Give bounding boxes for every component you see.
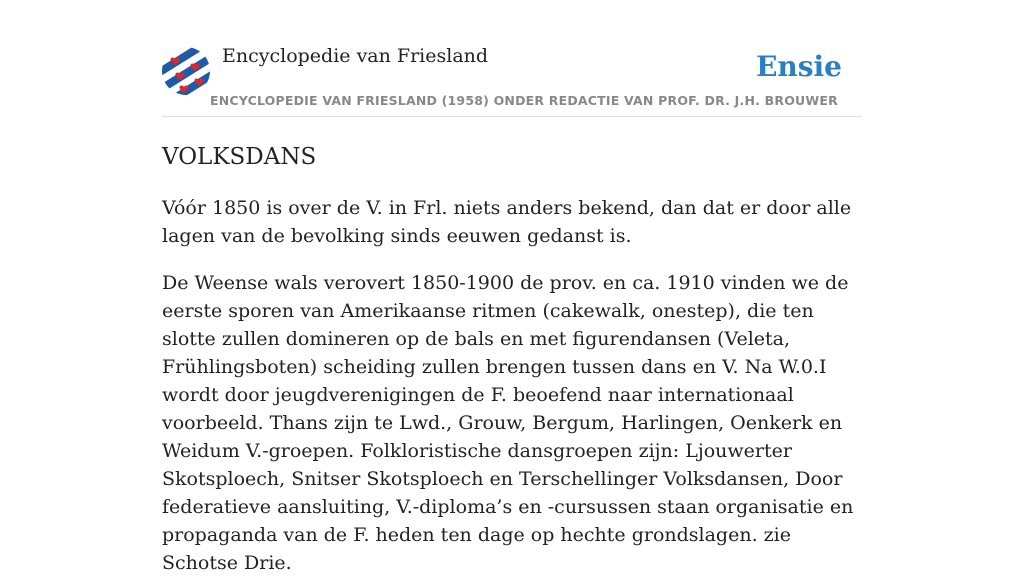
article-paragraph-2: De Weense wals verovert 1850-1900 de prov. en ca. 1910 vinden we de eerste sporen van Amerikaanse ritmen (cakewalk, onestep), die ten slotte zullen domineren op de bals en met figurendansen (Veleta, Frühlingsboten) scheiding zullen brengen tussen dans en V. Na W.0.I wordt door jeugdverenigingen de F. beoefend naar internationaal voorbeeld. Thans zijn te Lwd., Grouw, Bergum, Harlingen, Oenkerk en Weidum V.-groepen. Folkloristische dansgroepen zijn: Ljouwerter Skotsploech, Snitser Skotsploech en Terschellinger Volksdansen, Door federatieve aansluiting, V.-diploma’s en -cursussen staan organisatie en propaganda van de F. heden ten dage op hechte grondslagen. zie Schotse Drie. xyxy=(162,272,854,574)
article-paragraph-1: Vóór 1850 is over de V. in Frl. niets anders bekend, dan dat er door alle lagen van de bevolking sinds eeuwen gedanst is. xyxy=(162,197,852,247)
source-subtitle: ENCYCLOPEDIE VAN FRIESLAND (1958) ONDER REDACTIE VAN PROF. DR. J.H. BROUWER xyxy=(210,93,838,108)
source-header xyxy=(162,0,862,117)
article-container xyxy=(162,0,862,577)
article-title: VOLKSDANS xyxy=(162,144,317,170)
friesland-flag-icon[interactable] xyxy=(162,47,210,95)
source-title-link[interactable]: Encyclopedie van Friesland xyxy=(222,45,489,67)
ensie-logo-link[interactable]: Ensie xyxy=(756,50,842,83)
